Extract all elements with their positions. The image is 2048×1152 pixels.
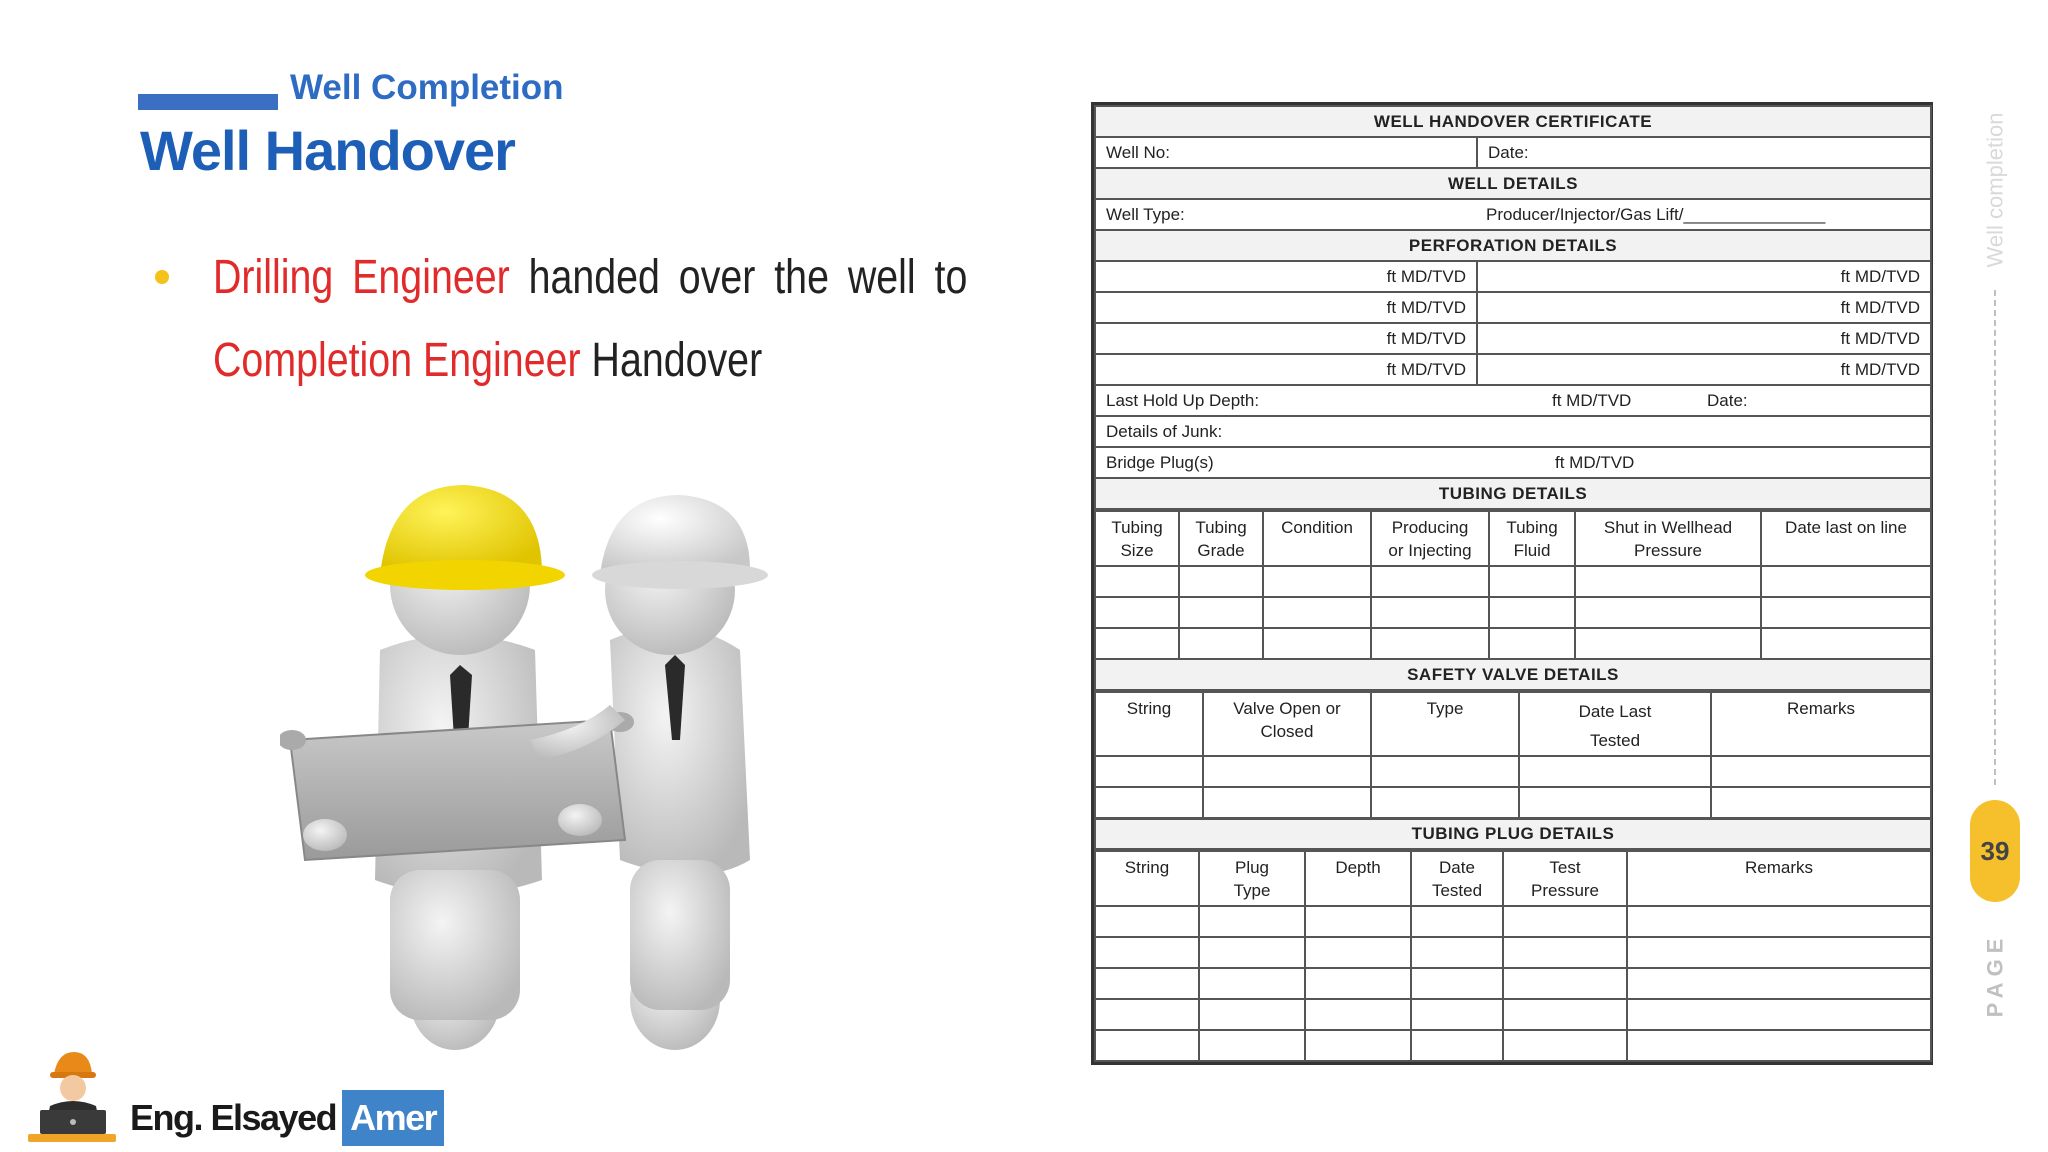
table-cell[interactable] — [1575, 597, 1761, 628]
table-cell[interactable] — [1095, 937, 1199, 968]
table-cell[interactable] — [1519, 756, 1711, 787]
well-type-options: Producer/Injector/Gas Lift/_______________ — [1486, 204, 1826, 224]
well-details-heading: WELL DETAILS — [1095, 168, 1931, 199]
plug-col-header: Remarks — [1627, 851, 1931, 906]
perforation-cell[interactable]: ft MD/TVD — [1477, 261, 1931, 292]
table-cell[interactable] — [1095, 1030, 1199, 1061]
tubing-col-header: Tubing Fluid — [1489, 511, 1575, 566]
table-cell[interactable] — [1095, 787, 1203, 818]
table-cell[interactable] — [1489, 566, 1575, 597]
perforation-details-heading: PERFORATION DETAILS — [1095, 230, 1931, 261]
table-cell[interactable] — [1711, 787, 1931, 818]
page-label — [1980, 930, 2010, 1020]
table-cell[interactable] — [1203, 756, 1371, 787]
table-cell[interactable] — [1095, 906, 1199, 937]
table-cell[interactable] — [1305, 937, 1411, 968]
bullet-dot-icon — [155, 270, 169, 284]
table-cell[interactable] — [1371, 756, 1519, 787]
last-hold-up-unit: ft MD/TVD — [1552, 390, 1632, 410]
table-row — [1095, 566, 1931, 597]
table-cell[interactable] — [1411, 937, 1503, 968]
bridge-plug-label: Bridge Plug(s) — [1106, 452, 1214, 472]
table-row — [1095, 968, 1931, 999]
tubing-col-header: Producing or Injecting — [1371, 511, 1489, 566]
table-cell[interactable] — [1761, 597, 1931, 628]
table-cell[interactable] — [1627, 999, 1931, 1030]
tubing-col-header: Tubing Grade — [1179, 511, 1263, 566]
perforation-cell[interactable]: ft MD/TVD — [1477, 323, 1931, 354]
table-cell[interactable] — [1263, 628, 1371, 659]
accent-bar — [138, 94, 278, 110]
table-cell[interactable] — [1503, 937, 1627, 968]
table-cell[interactable] — [1575, 566, 1761, 597]
table-row — [1095, 937, 1931, 968]
table-cell[interactable] — [1371, 787, 1519, 818]
table-cell[interactable] — [1411, 999, 1503, 1030]
engineer-at-laptop-icon — [28, 1046, 116, 1146]
plug-col-header: Depth — [1305, 851, 1411, 906]
dashed-divider — [1994, 290, 1996, 785]
plug-col-header: Plug Type — [1199, 851, 1305, 906]
safety-col-header: Date Last Tested — [1519, 692, 1711, 756]
safety-valve-heading: SAFETY VALVE DETAILS — [1095, 659, 1931, 690]
well-no-field[interactable]: Well No: — [1095, 137, 1477, 168]
table-cell[interactable] — [1761, 628, 1931, 659]
table-cell[interactable] — [1627, 906, 1931, 937]
perforation-cell[interactable]: ft MD/TVD — [1095, 261, 1477, 292]
table-row — [1095, 1030, 1931, 1061]
bullet-word: handed — [528, 251, 660, 304]
perforation-cell[interactable]: ft MD/TVD — [1095, 354, 1477, 385]
table-cell[interactable] — [1095, 968, 1199, 999]
well-type-label: Well Type: — [1106, 204, 1185, 224]
tubing-col-header: Date last on line — [1761, 511, 1931, 566]
table-cell[interactable] — [1305, 999, 1411, 1030]
table-cell[interactable] — [1519, 787, 1711, 818]
date-field[interactable]: Date: — [1477, 137, 1931, 168]
tubing-plug-heading: TUBING PLUG DETAILS — [1095, 818, 1931, 849]
table-cell[interactable] — [1503, 906, 1627, 937]
table-cell[interactable] — [1263, 566, 1371, 597]
safety-col-header: Type — [1371, 692, 1519, 756]
bullet-word: Engineer — [352, 251, 510, 304]
safety-col-header: Remarks — [1711, 692, 1931, 756]
table-cell[interactable] — [1095, 756, 1203, 787]
tubing-details-table — [1094, 510, 1932, 691]
table-cell[interactable] — [1305, 1030, 1411, 1061]
table-cell[interactable] — [1371, 597, 1489, 628]
table-row — [1095, 787, 1931, 818]
table-cell[interactable] — [1711, 756, 1931, 787]
author-logo — [130, 1090, 444, 1146]
table-cell[interactable] — [1503, 968, 1627, 999]
page-title: Well Handover — [140, 119, 515, 182]
bullet-line-1 — [213, 250, 967, 305]
perforation-cell[interactable]: ft MD/TVD — [1095, 292, 1477, 323]
table-cell[interactable] — [1095, 628, 1179, 659]
table-cell[interactable] — [1761, 566, 1931, 597]
perforation-cell[interactable]: ft MD/TVD — [1477, 292, 1931, 323]
table-cell[interactable] — [1575, 628, 1761, 659]
table-cell[interactable] — [1263, 597, 1371, 628]
certificate-header-table — [1094, 105, 1932, 510]
engineers-illustration — [280, 440, 840, 1060]
table-row — [1095, 756, 1931, 787]
page-number: 39 — [1980, 835, 2010, 866]
bullet-highlight: Completion Engineer — [213, 334, 581, 387]
perforation-cell[interactable]: ft MD/TVD — [1477, 354, 1931, 385]
plug-col-header: String — [1095, 851, 1199, 906]
table-row — [1095, 906, 1931, 937]
bullet-word: well — [847, 251, 916, 304]
well-type-field[interactable] — [1095, 199, 1931, 230]
vertical-section-label-text: Well completion — [1982, 112, 2008, 268]
vertical-section-label — [1980, 100, 2010, 280]
bullet-line-2 — [213, 333, 762, 388]
safety-col-header: String — [1095, 692, 1203, 756]
table-cell[interactable] — [1199, 968, 1305, 999]
page-label-text: PAGE — [1982, 932, 2007, 1018]
table-cell[interactable] — [1179, 628, 1263, 659]
page-number-badge — [1970, 800, 2020, 902]
last-hold-up-depth-field[interactable] — [1095, 385, 1931, 416]
table-cell[interactable] — [1305, 906, 1411, 937]
table-cell[interactable] — [1411, 968, 1503, 999]
certificate-title: WELL HANDOVER CERTIFICATE — [1095, 106, 1931, 137]
table-row — [1095, 628, 1931, 659]
table-row — [1095, 999, 1931, 1030]
bullet-word: the — [774, 251, 829, 304]
table-cell[interactable] — [1503, 1030, 1627, 1061]
author-name: Eng. Elsayed — [130, 1097, 337, 1138]
table-cell[interactable] — [1627, 1030, 1931, 1061]
junk-details-field[interactable]: Details of Junk: — [1095, 416, 1931, 447]
safety-col-header: Valve Open or Closed — [1203, 692, 1371, 756]
table-cell[interactable] — [1371, 566, 1489, 597]
bridge-plug-unit: ft MD/TVD — [1555, 452, 1635, 472]
section-subtitle: Well Completion — [290, 68, 564, 107]
table-cell[interactable] — [1179, 597, 1263, 628]
tubing-col-header: Tubing Size — [1095, 511, 1179, 566]
table-cell[interactable] — [1627, 937, 1931, 968]
table-cell[interactable] — [1199, 906, 1305, 937]
bullet-word: Drilling — [213, 251, 334, 304]
last-hold-up-date-label: Date: — [1707, 390, 1748, 410]
plug-col-header: Test Pressure — [1503, 851, 1627, 906]
table-cell[interactable] — [1489, 597, 1575, 628]
last-hold-up-label: Last Hold Up Depth: — [1106, 390, 1260, 410]
bullet-rest: Handover — [580, 334, 763, 387]
table-cell[interactable] — [1199, 1030, 1305, 1061]
tubing-col-header: Shut in Wellhead Pressure — [1575, 511, 1761, 566]
table-cell[interactable] — [1627, 968, 1931, 999]
table-cell[interactable] — [1095, 597, 1179, 628]
table-cell[interactable] — [1411, 906, 1503, 937]
perforation-cell[interactable]: ft MD/TVD — [1095, 323, 1477, 354]
table-cell[interactable] — [1095, 999, 1199, 1030]
table-cell[interactable] — [1179, 566, 1263, 597]
table-cell[interactable] — [1371, 628, 1489, 659]
table-cell[interactable] — [1199, 999, 1305, 1030]
table-cell[interactable] — [1489, 628, 1575, 659]
table-cell[interactable] — [1095, 566, 1179, 597]
table-cell[interactable] — [1203, 787, 1371, 818]
safety-valve-table — [1094, 691, 1932, 850]
table-cell[interactable] — [1503, 999, 1627, 1030]
table-cell[interactable] — [1199, 937, 1305, 968]
bridge-plug-field[interactable] — [1095, 447, 1931, 478]
tubing-plug-table — [1094, 850, 1932, 1062]
table-row — [1095, 597, 1931, 628]
bullet-word: to — [934, 251, 968, 304]
author-surname: Amer — [342, 1090, 444, 1146]
tubing-details-heading: TUBING DETAILS — [1095, 478, 1931, 509]
well-handover-certificate — [1091, 102, 1933, 1065]
tubing-col-header: Condition — [1263, 511, 1371, 566]
table-cell[interactable] — [1305, 968, 1411, 999]
plug-col-header: Date Tested — [1411, 851, 1503, 906]
bullet-word: over — [678, 251, 756, 304]
table-cell[interactable] — [1411, 1030, 1503, 1061]
